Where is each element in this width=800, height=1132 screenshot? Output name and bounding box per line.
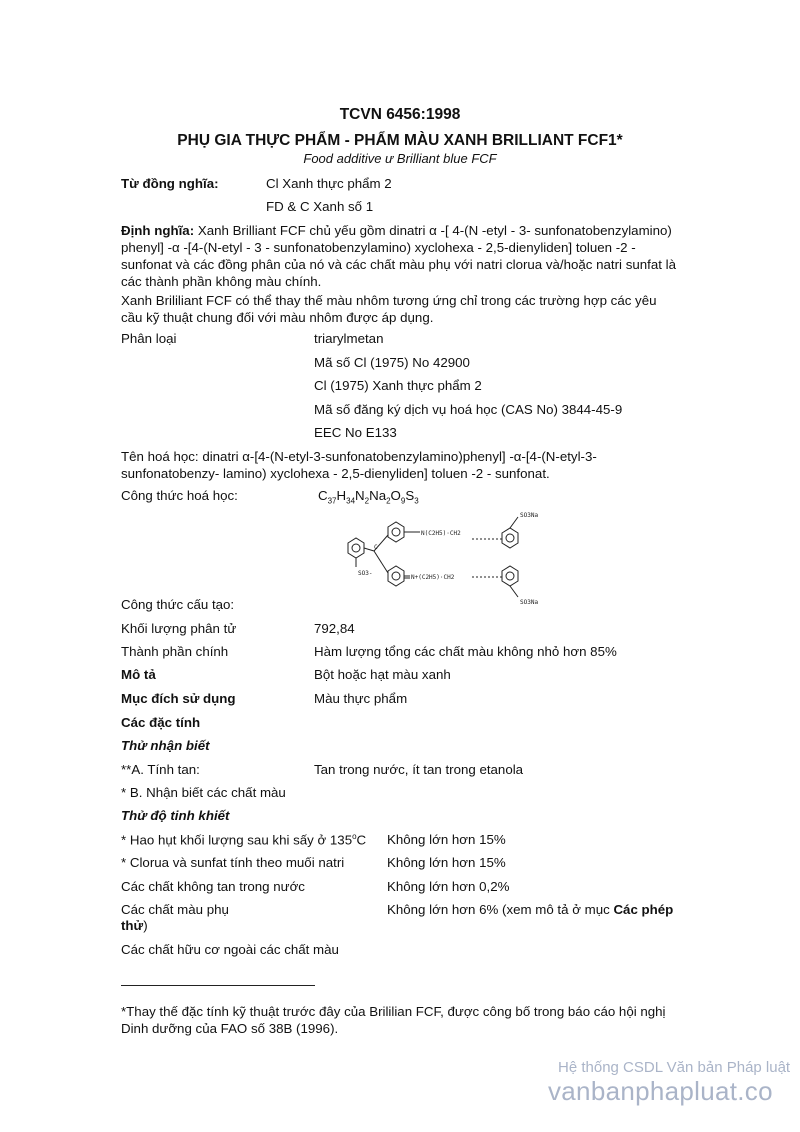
purity-value: Không lớn hơn 6% (xem mô tả ở mục Các phép	[387, 902, 674, 917]
classification-value: Cl (1975) Xanh thực phẩm 2	[314, 378, 482, 393]
structure-group-label: SO3Na	[520, 512, 539, 519]
footnote: *Thay thế đặc tính kỹ thuật trước đây của Brililian FCF, được công bố trong báo cáo hội nghị Dinh dưỡng của FAO số 38B (1996).	[121, 1004, 666, 1036]
property-label: Thành phần chính	[121, 644, 229, 659]
substitution-paragraph: Xanh Brililiant FCF có thể thay thế màu nhôm tương ứng chỉ trong các trường hợp các yêu cầu kỹ thuật chung đối với màu nhôm được áp dụng.	[121, 293, 657, 325]
characteristics-heading: Các đặc tính	[121, 715, 201, 730]
property-value: 792,84	[314, 621, 355, 636]
purity-label: Các chất màu phụ	[121, 902, 229, 917]
synonym-item: FD & C Xanh số 1	[266, 199, 374, 214]
purity-label: * Hao hụt khối lượng sau khi sấy ở 135$^o$C	[121, 832, 367, 848]
property-value: Màu thực phẩm	[314, 691, 408, 706]
structure-group-label: SO3Na	[520, 599, 539, 606]
property-value: Hàm lượng tổng các chất màu không nhỏ hơn 85%	[314, 644, 617, 659]
purity-heading: Thử độ tinh khiết	[121, 808, 230, 823]
synonyms-label: Từ đồng nghĩa:	[121, 176, 219, 191]
structure-carbon-label: C	[374, 544, 378, 551]
formula-label: Công thức hoá học:	[121, 488, 238, 503]
benzene-ring	[502, 566, 518, 586]
identification-value: Tan trong nước, ít tan trong etanola	[314, 762, 524, 777]
purity-value-wrap: thử)	[121, 918, 148, 933]
purity-value: Không lớn hơn 15%	[387, 832, 506, 847]
property-label: Mô tả	[121, 667, 156, 682]
benzene-ring	[388, 522, 404, 542]
identification-heading: Thử nhận biết	[121, 738, 210, 753]
purity-value: Không lớn hơn 15%	[387, 855, 506, 870]
property-label: Khối lượng phân tử	[121, 621, 237, 636]
benzene-ring	[348, 538, 364, 558]
structure-group-label: N(C2H5)·CH2	[421, 530, 461, 537]
classification-value: EEC No E133	[314, 425, 397, 440]
purity-value: Không lớn hơn 0,2%	[387, 879, 510, 894]
purity-label: Các chất không tan trong nước	[121, 879, 305, 894]
classification-value: Mã số Cl (1975) No 42900	[314, 355, 470, 370]
synonym-item: Cl Xanh thực phẩm 2	[266, 176, 392, 191]
benzene-ring	[502, 528, 518, 548]
structure-group-label: SO3-	[358, 570, 373, 577]
structure-label: Công thức cấu tạo:	[121, 597, 235, 612]
purity-label: Các chất hữu cơ ngoài các chất màu	[121, 942, 339, 957]
watermark-line2: vanbanphapluat.co	[548, 1076, 773, 1106]
classification-value: Mã số đăng ký dịch vụ hoá học (CAS No) 3844-45-9	[314, 402, 623, 417]
chemical-name-paragraph: Tên hoá học: dinatri α-[4-(N-etyl-3-sunfonatobenzylamino)phenyl] -α-[4-(N-etyl-3-sunfonatobenzy- lamino) xyclohexa - 2,5-dienyliden] toluen -2 - sunfonat.	[121, 449, 597, 481]
standard-code: TCVN 6456:1998	[339, 106, 461, 123]
definition-text: Xanh Brilliant FCF chủ yếu gồm dinatri α -[ 4-(N -etyl - 3- sunfonatobenzylamino) phenyl] -α -[4-(N-etyl - 3 - sunfonatobenzylamino) xyclohexa - 2,5-dienyliden] toluen -2 - sunfonat và các đồng phân của nó và các chất màu phụ với natri clorua và/hoặc natri sunfat là các thành phần không màu chính.	[121, 223, 676, 289]
document-subtitle: Food additive ư Brilliant blue FCF	[303, 151, 497, 166]
definition-paragraph	[121, 222, 681, 290]
structural-formula-diagram	[330, 505, 570, 613]
identification-label: **A. Tính tan:	[121, 762, 200, 777]
identification-label: * B. Nhận biết các chất màu	[121, 785, 286, 800]
watermark-line1: Hệ thống CSDL Văn bản Pháp luật	[558, 1059, 791, 1076]
benzene-ring	[388, 566, 404, 586]
purity-label: * Clorua và sunfat tính theo muối natri	[121, 855, 345, 870]
classification-label: Phân loại	[121, 331, 177, 346]
footnote-divider	[121, 985, 315, 986]
definition-label: Định nghĩa:	[121, 223, 195, 238]
property-label: Mục đích sử dụng	[121, 691, 236, 706]
property-value: Bột hoặc hạt màu xanh	[314, 667, 451, 682]
chemical-formula: $C_{37}H_{34}N_2Na_2O_9S_3$	[318, 488, 419, 506]
classification-value: triarylmetan	[314, 331, 384, 346]
structure-group-label: N+(C2H5)·CH2	[411, 574, 455, 581]
document-title: PHỤ GIA THỰC PHẨM - PHẨM MÀU XANH BRILLIANT FCF1*	[177, 132, 623, 149]
